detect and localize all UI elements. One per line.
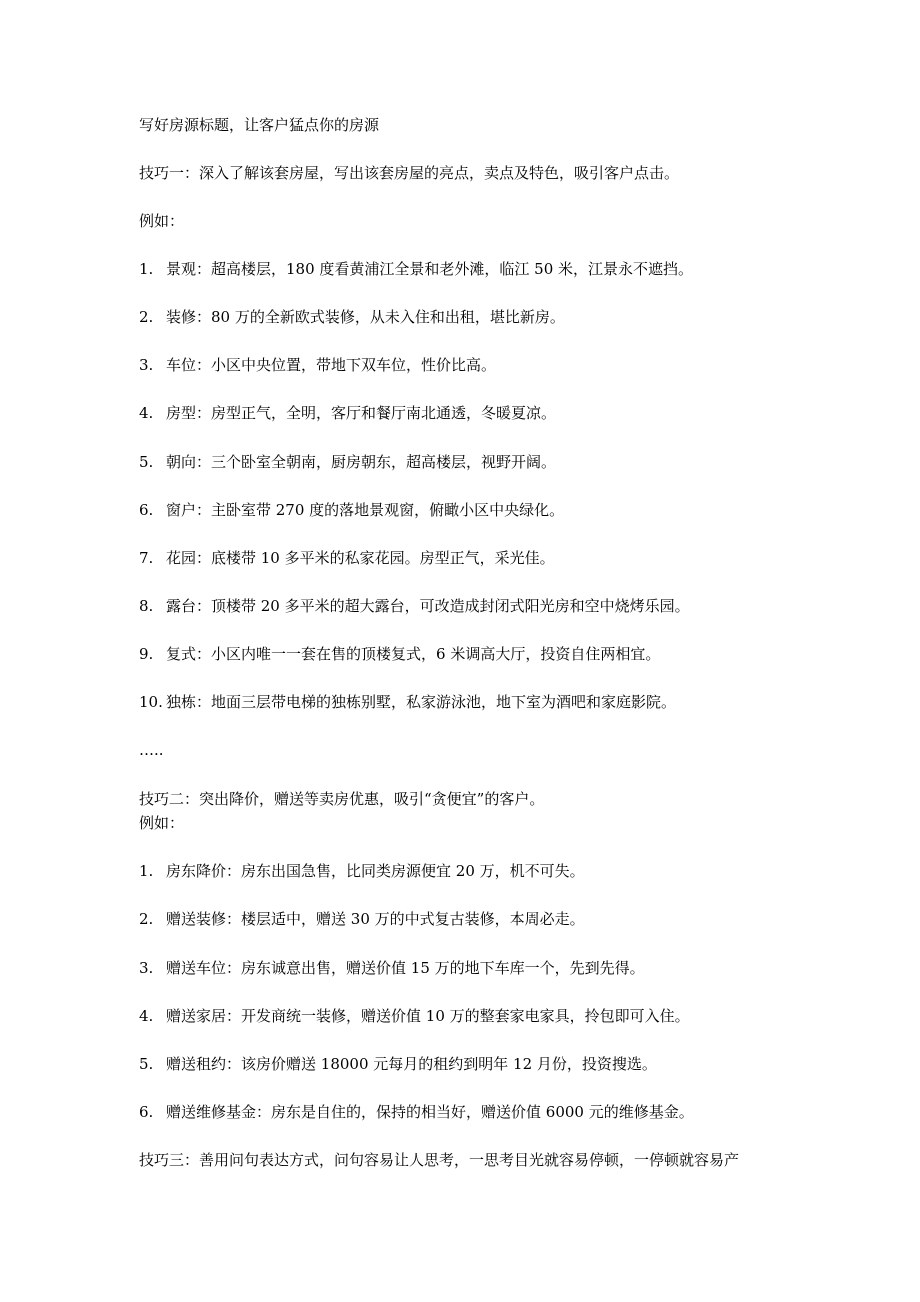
list-item-text: 朝向：三个卧室全朝南，厨房朝东，超高楼层，视野开阔。 bbox=[166, 453, 557, 471]
list-item bbox=[139, 596, 690, 616]
list-item-text: 赠送家居：开发商统一装修，赠送价值 10 万的整套家电家具，拎包即可入住。 bbox=[166, 1007, 690, 1025]
example-label: 例如： bbox=[139, 814, 185, 832]
list-item-number: 6. bbox=[139, 501, 154, 519]
list-item-number: 6. bbox=[139, 1103, 154, 1121]
list-item-number: 7. bbox=[139, 549, 154, 567]
list-item bbox=[139, 861, 585, 881]
list-item bbox=[139, 1054, 657, 1074]
list-item-text: 赠送装修：楼层适中，赠送 30 万的中式复古装修，本周必走。 bbox=[166, 910, 585, 928]
list-item-text: 独栋：地面三层带电梯的独栋别墅，私家游泳池，地下室为酒吧和家庭影院。 bbox=[166, 693, 677, 711]
list-item bbox=[139, 355, 496, 375]
list-item bbox=[139, 403, 556, 423]
list-item-number: 2. bbox=[139, 308, 154, 326]
list-item-text: 花园：底楼带 10 多平米的私家花园。房型正气，采光佳。 bbox=[166, 549, 555, 567]
list-item-number: 1. bbox=[139, 260, 154, 278]
example-label: 例如： bbox=[139, 212, 185, 230]
ellipsis: ….. bbox=[139, 741, 164, 759]
list-item-number: 1. bbox=[139, 862, 154, 880]
list-item-number: 2. bbox=[139, 910, 154, 928]
list-item-text: 露台：顶楼带 20 多平米的超大露台，可改造成封闭式阳光房和空中烧烤乐园。 bbox=[166, 597, 690, 615]
list-item-text: 复式：小区内唯一一套在售的顶楼复式，6 米调高大厅，投资自住两相宜。 bbox=[166, 645, 661, 663]
list-item-text: 窗户：主卧室带 270 度的落地景观窗，俯瞰小区中央绿化。 bbox=[166, 501, 565, 519]
list-item bbox=[139, 307, 565, 327]
list-item-text: 装修：80 万的全新欧式装修，从未入住和出租，堪比新房。 bbox=[166, 308, 565, 326]
list-item-number: 3. bbox=[139, 356, 154, 374]
tip-two-heading: 技巧二：突出降价，赠送等卖房优惠，吸引“贪便宜”的客户。 bbox=[139, 790, 545, 808]
list-item-number: 5. bbox=[139, 1055, 154, 1073]
list-item-number: 9. bbox=[139, 645, 154, 663]
list-item-number: 4. bbox=[139, 404, 154, 422]
list-item-number: 3. bbox=[139, 959, 154, 977]
list-item-text: 赠送租约：该房价赠送 18000 元每月的租约到明年 12 月份，投资搜选。 bbox=[166, 1055, 657, 1073]
tip-one-heading: 技巧一：深入了解该套房屋，写出该套房屋的亮点，卖点及特色，吸引客户点击。 bbox=[139, 164, 680, 182]
list-item bbox=[139, 909, 585, 929]
list-item-number: 8. bbox=[139, 597, 154, 615]
list-item bbox=[139, 644, 660, 664]
list-item-text: 房型：房型正气，全明，客厅和餐厅南北通透，冬暖夏凉。 bbox=[166, 404, 557, 422]
document-title: 写好房源标题，让客户猛点你的房源 bbox=[139, 116, 380, 134]
list-item-text: 房东降价：房东出国急售，比同类房源便宜 20 万，机不可失。 bbox=[166, 862, 585, 880]
list-item bbox=[139, 548, 555, 568]
list-item-text: 赠送维修基金：房东是自住的，保持的相当好，赠送价值 6000 元的维修基金。 bbox=[166, 1103, 694, 1121]
list-item bbox=[139, 259, 693, 279]
list-item-text: 车位：小区中央位置，带地下双车位，性价比高。 bbox=[166, 356, 497, 374]
list-item-number: 5. bbox=[139, 453, 154, 471]
list-item bbox=[139, 452, 556, 472]
list-item-number: 10. bbox=[139, 693, 163, 711]
list-item bbox=[139, 692, 676, 712]
tip-three-heading: 技巧三：善用问句表达方式，问句容易让人思考，一思考目光就容易停顿，一停顿就容易产 bbox=[139, 1151, 740, 1169]
list-item-text: 赠送车位：房东诚意出售，赠送价值 15 万的地下车库一个，先到先得。 bbox=[166, 959, 645, 977]
list-item-text: 景观：超高楼层，180 度看黄浦江全景和老外滩，临江 50 米，江景永不遮挡。 bbox=[166, 260, 694, 278]
list-item bbox=[139, 958, 645, 978]
list-item bbox=[139, 1006, 690, 1026]
list-item bbox=[139, 1102, 694, 1122]
list-item-number: 4. bbox=[139, 1007, 154, 1025]
list-item bbox=[139, 500, 564, 520]
